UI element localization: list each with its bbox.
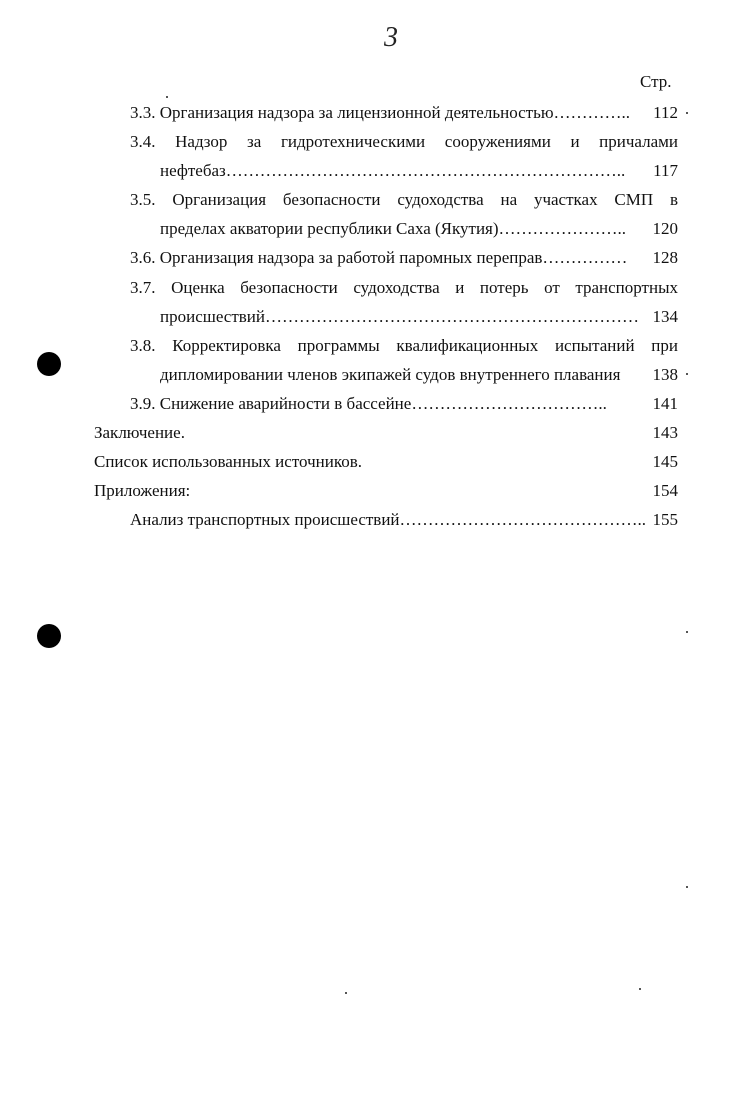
toc-entry-3-6 xyxy=(130,248,678,268)
binder-hole-mark xyxy=(37,624,61,648)
toc-entry-page: 134 xyxy=(652,307,678,326)
toc-entry-title: происшествий………………………………………………………… xyxy=(160,307,639,326)
toc-entry-title: 3.9. Снижение аварийности в бассейне…………………………….. xyxy=(130,394,607,413)
toc-entry-3-8-line2 xyxy=(160,365,678,385)
toc-entry-appendices xyxy=(94,481,678,501)
toc-entry-title: Приложения: xyxy=(94,481,191,500)
toc-entry-title: 3.6. Организация надзора за работой паромных переправ…………… xyxy=(130,248,628,267)
toc-entry-page: 117 xyxy=(653,161,678,180)
toc-entry-3-7-line1: 3.7. Оценка безопасности судоходства и потерь от транспортных xyxy=(130,278,678,297)
toc-entry-3-5-line2 xyxy=(160,219,678,239)
toc-entry-title: 3.3. Организация надзора за лицензионной деятельностью………….. xyxy=(130,103,631,122)
toc-entry-page: 138 xyxy=(652,365,678,384)
toc-entry-sources xyxy=(94,452,678,472)
toc-entry-title: дипломировании членов экипажей судов внутреннего плавания xyxy=(160,365,621,384)
page-number: 3 xyxy=(384,22,398,53)
scan-speck xyxy=(686,631,688,633)
toc-entry-3-7-line2 xyxy=(160,307,678,327)
toc-entry-page: 120 xyxy=(652,219,678,238)
scan-speck xyxy=(686,112,688,114)
toc-entry-title: Заключение. xyxy=(94,423,185,442)
toc-entry-page: 155 xyxy=(652,510,678,529)
toc-entry-page: 128 xyxy=(652,248,678,267)
toc-entry-3-4-line2 xyxy=(160,161,678,181)
toc-entry-3-4-line1: 3.4. Надзор за гидротехническими сооружениями и причалами xyxy=(130,132,678,151)
toc-entry-title: пределах акватории республики Саха (Якутия)………………….. xyxy=(160,219,627,238)
toc-entry-title: нефтебаз…………………………………………………………….. xyxy=(160,161,626,180)
toc-entry-3-8-line1: 3.8. Корректировка программы квалификационных испытаний при xyxy=(130,336,678,355)
toc-entry-page: 141 xyxy=(652,394,678,413)
toc-entry-conclusion xyxy=(94,423,678,443)
scan-speck xyxy=(166,96,168,98)
scan-speck xyxy=(639,988,641,990)
binder-hole-mark xyxy=(37,352,61,376)
page-column-label: Стр. xyxy=(640,72,672,91)
toc-entry-3-9 xyxy=(130,394,678,414)
toc-entry-analysis xyxy=(130,510,678,530)
toc-entry-title: Анализ транспортных происшествий…………………………………….. xyxy=(130,510,647,529)
scan-speck xyxy=(686,886,688,888)
toc-entry-page: 112 xyxy=(653,103,678,122)
scan-speck xyxy=(345,992,347,994)
scan-speck xyxy=(686,373,688,375)
toc-entry-page: 143 xyxy=(652,423,678,442)
toc-entry-page: 145 xyxy=(652,452,678,471)
toc-entry-3-5-line1: 3.5. Организация безопасности судоходства на участках СМП в xyxy=(130,190,678,209)
toc-entry-page: 154 xyxy=(652,481,678,500)
toc-entry-3-3 xyxy=(130,103,678,123)
toc-entry-title: Список использованных источников. xyxy=(94,452,362,471)
